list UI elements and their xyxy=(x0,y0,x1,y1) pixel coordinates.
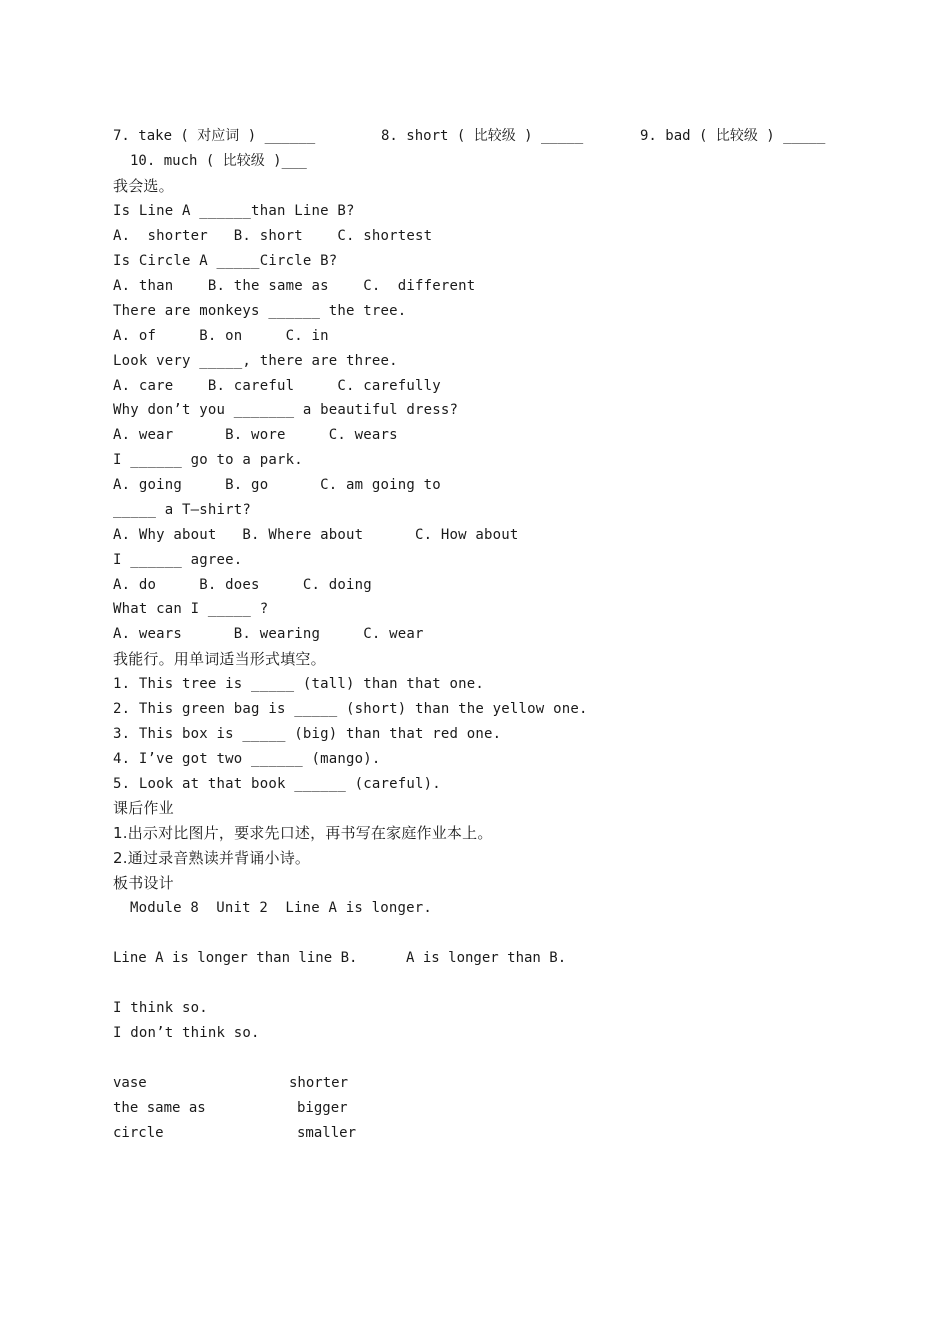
item-10: 10. much ( 比较级 )___ xyxy=(130,153,307,169)
choice-line: Is Circle A _____Circle B? xyxy=(113,253,338,269)
choice-line: A. shorter B. short C. shortest xyxy=(113,228,433,244)
homework-line: 2.通过录音熟读并背诵小诗。 xyxy=(113,849,311,867)
item-9: 9. bad ( 比较级 ) _____ xyxy=(640,128,826,144)
board-sentence: A is longer than B. xyxy=(406,950,567,966)
choice-line: A. do B. does C. doing xyxy=(113,577,372,593)
choice-line: I ______ go to a park. xyxy=(113,452,303,468)
choice-line: Is Line A ______than Line B? xyxy=(113,203,355,219)
vocab-right: smaller xyxy=(297,1125,357,1141)
fill-line: 3. This box is _____ (big) than that red one. xyxy=(113,726,502,742)
choice-line: Why don’t you _______ a beautiful dress? xyxy=(113,402,459,418)
choice-line: A. wears B. wearing C. wear xyxy=(113,626,424,642)
item-8: 8. short ( 比较级 ) _____ xyxy=(381,128,584,144)
fill-line: 5. Look at that book ______ (careful). xyxy=(113,776,441,792)
board-title: Module 8 Unit 2 Line A is longer. xyxy=(130,900,433,916)
board-think: I don’t think so. xyxy=(113,1025,260,1041)
board-heading: 板书设计 xyxy=(113,874,174,892)
choice-line: A. going B. go C. am going to xyxy=(113,477,441,493)
choice-line: There are monkeys ______ the tree. xyxy=(113,303,407,319)
vocab-right: bigger xyxy=(297,1100,348,1116)
homework-line: 1.出示对比图片，要求先口述，再书写在家庭作业本上。 xyxy=(113,824,493,842)
fill-heading: 我能行。用单词适当形式填空。 xyxy=(113,650,326,668)
item-7: 7. take ( 对应词 ) ______ xyxy=(113,128,316,144)
choice-line: A. of B. on C. in xyxy=(113,328,329,344)
vocab-left: the same as xyxy=(113,1100,206,1116)
homework-heading: 课后作业 xyxy=(113,799,174,817)
board-think: I think so. xyxy=(113,1000,208,1016)
choice-line: A. Why about B. Where about C. How about xyxy=(113,527,519,543)
choice-line: A. wear B. wore C. wears xyxy=(113,427,398,443)
fill-line: 2. This green bag is _____ (short) than the yellow one. xyxy=(113,701,588,717)
board-sentence: Line A is longer than line B. xyxy=(113,950,358,966)
fill-line: 1. This tree is _____ (tall) than that one. xyxy=(113,676,485,692)
vocab-left: vase xyxy=(113,1075,147,1091)
choice-line: A. than B. the same as C. different xyxy=(113,278,476,294)
fill-line: 4. I’ve got two ______ (mango). xyxy=(113,751,381,767)
vocab-right: shorter xyxy=(289,1075,349,1091)
choice-line: A. care B. careful C. carefully xyxy=(113,378,441,394)
choice-line: Look very _____, there are three. xyxy=(113,353,398,369)
choice-heading: 我会选。 xyxy=(113,177,174,195)
choice-line: _____ a T—shirt? xyxy=(113,502,252,518)
choice-line: What can I _____ ? xyxy=(113,601,269,617)
vocab-left: circle xyxy=(113,1125,164,1141)
choice-line: I ______ agree. xyxy=(113,552,243,568)
